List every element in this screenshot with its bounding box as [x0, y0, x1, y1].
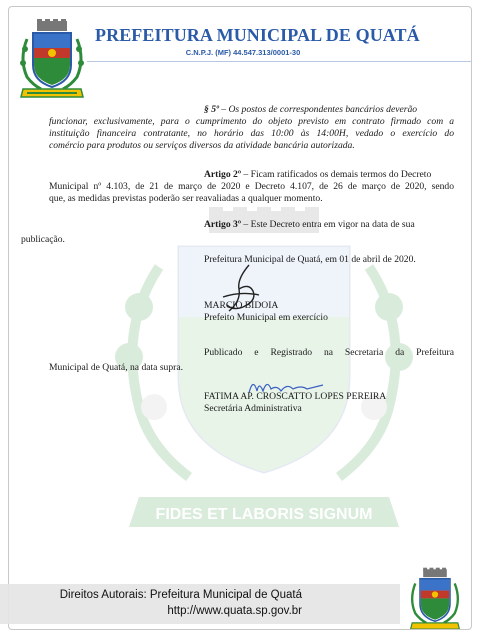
paragraph-5-line-2: funcionar, exclusivamente, para o cumprimento do objeto previsto em contrato firmado com a: [49, 116, 454, 127]
artigo-3-label: Artigo 3º: [204, 219, 242, 230]
artigo-2-line-3: que, as medidas previstas poderão ser reavaliadas a qualquer momento.: [49, 193, 323, 204]
secretary-role: Secretária Administrativa: [204, 403, 302, 414]
publication-line-1: Publicado e Registrado na Secretaria da Prefeitura: [204, 347, 454, 358]
paragraph-5-line-4: comércio para produtos ou serviços diversos da atividade bancária autorizada.: [49, 140, 355, 151]
copyright-footer: [0, 584, 400, 624]
watermark-motto: FIDES ET LABORIS SIGNUM: [155, 506, 373, 523]
paragraph-5-text-1: – Os postos de correspondentes bancários deverão: [221, 104, 418, 115]
page-title: PREFEITURA MUNICIPAL DE QUATÁ: [95, 25, 420, 45]
document-sheet: [8, 6, 472, 630]
artigo-2-line-1: [204, 169, 454, 181]
paragraph-5-line-3: instituição financeira contratante, no horário das 10:00 às 14:00H, vedado o exercício do: [49, 128, 454, 139]
artigo-3-line-2: publicação.: [21, 234, 65, 245]
secretary-name: FATIMA AP. CROSCATTO LOPES PEREIRA: [204, 391, 387, 402]
municipal-coat-of-arms-icon: [19, 19, 85, 101]
paragraph-5-line-1: [204, 104, 454, 116]
mayor-role: Prefeito Municipal em exercício: [204, 312, 328, 323]
municipal-coat-of-arms-icon: [409, 567, 461, 630]
artigo-2-line-2: Municipal nº 4.103, de 21 de março de 2020 e Decreto 4.107, de 26 de março de 2020, sendo: [49, 181, 454, 192]
copyright-text: Direitos Autorais: Prefeitura Municipal de Quatá: [59, 589, 302, 601]
publication-line-2: Municipal de Quatá, na data supra.: [49, 362, 183, 373]
header-divider: [87, 61, 472, 62]
artigo-2-label: Artigo 2º: [204, 169, 242, 180]
artigo-3-line-1: [204, 219, 454, 231]
artigo-3-text-1: – Este Decreto entra em vigor na data de sua: [243, 219, 415, 230]
mayor-name: MARCIO BIDOIA: [204, 300, 279, 311]
cnpj-line: C.N.P.J. (MF) 44.547.313/0001-30: [185, 48, 301, 57]
artigo-2-text-1: – Ficam ratificados os demais termos do Decreto: [243, 169, 432, 180]
website-link[interactable]: http://www.quata.sp.gov.br: [167, 605, 302, 617]
paragraph-5-label: § 5º: [204, 104, 219, 115]
place-and-date: Prefeitura Municipal de Quatá, em 01 de abril de 2020.: [204, 254, 416, 265]
